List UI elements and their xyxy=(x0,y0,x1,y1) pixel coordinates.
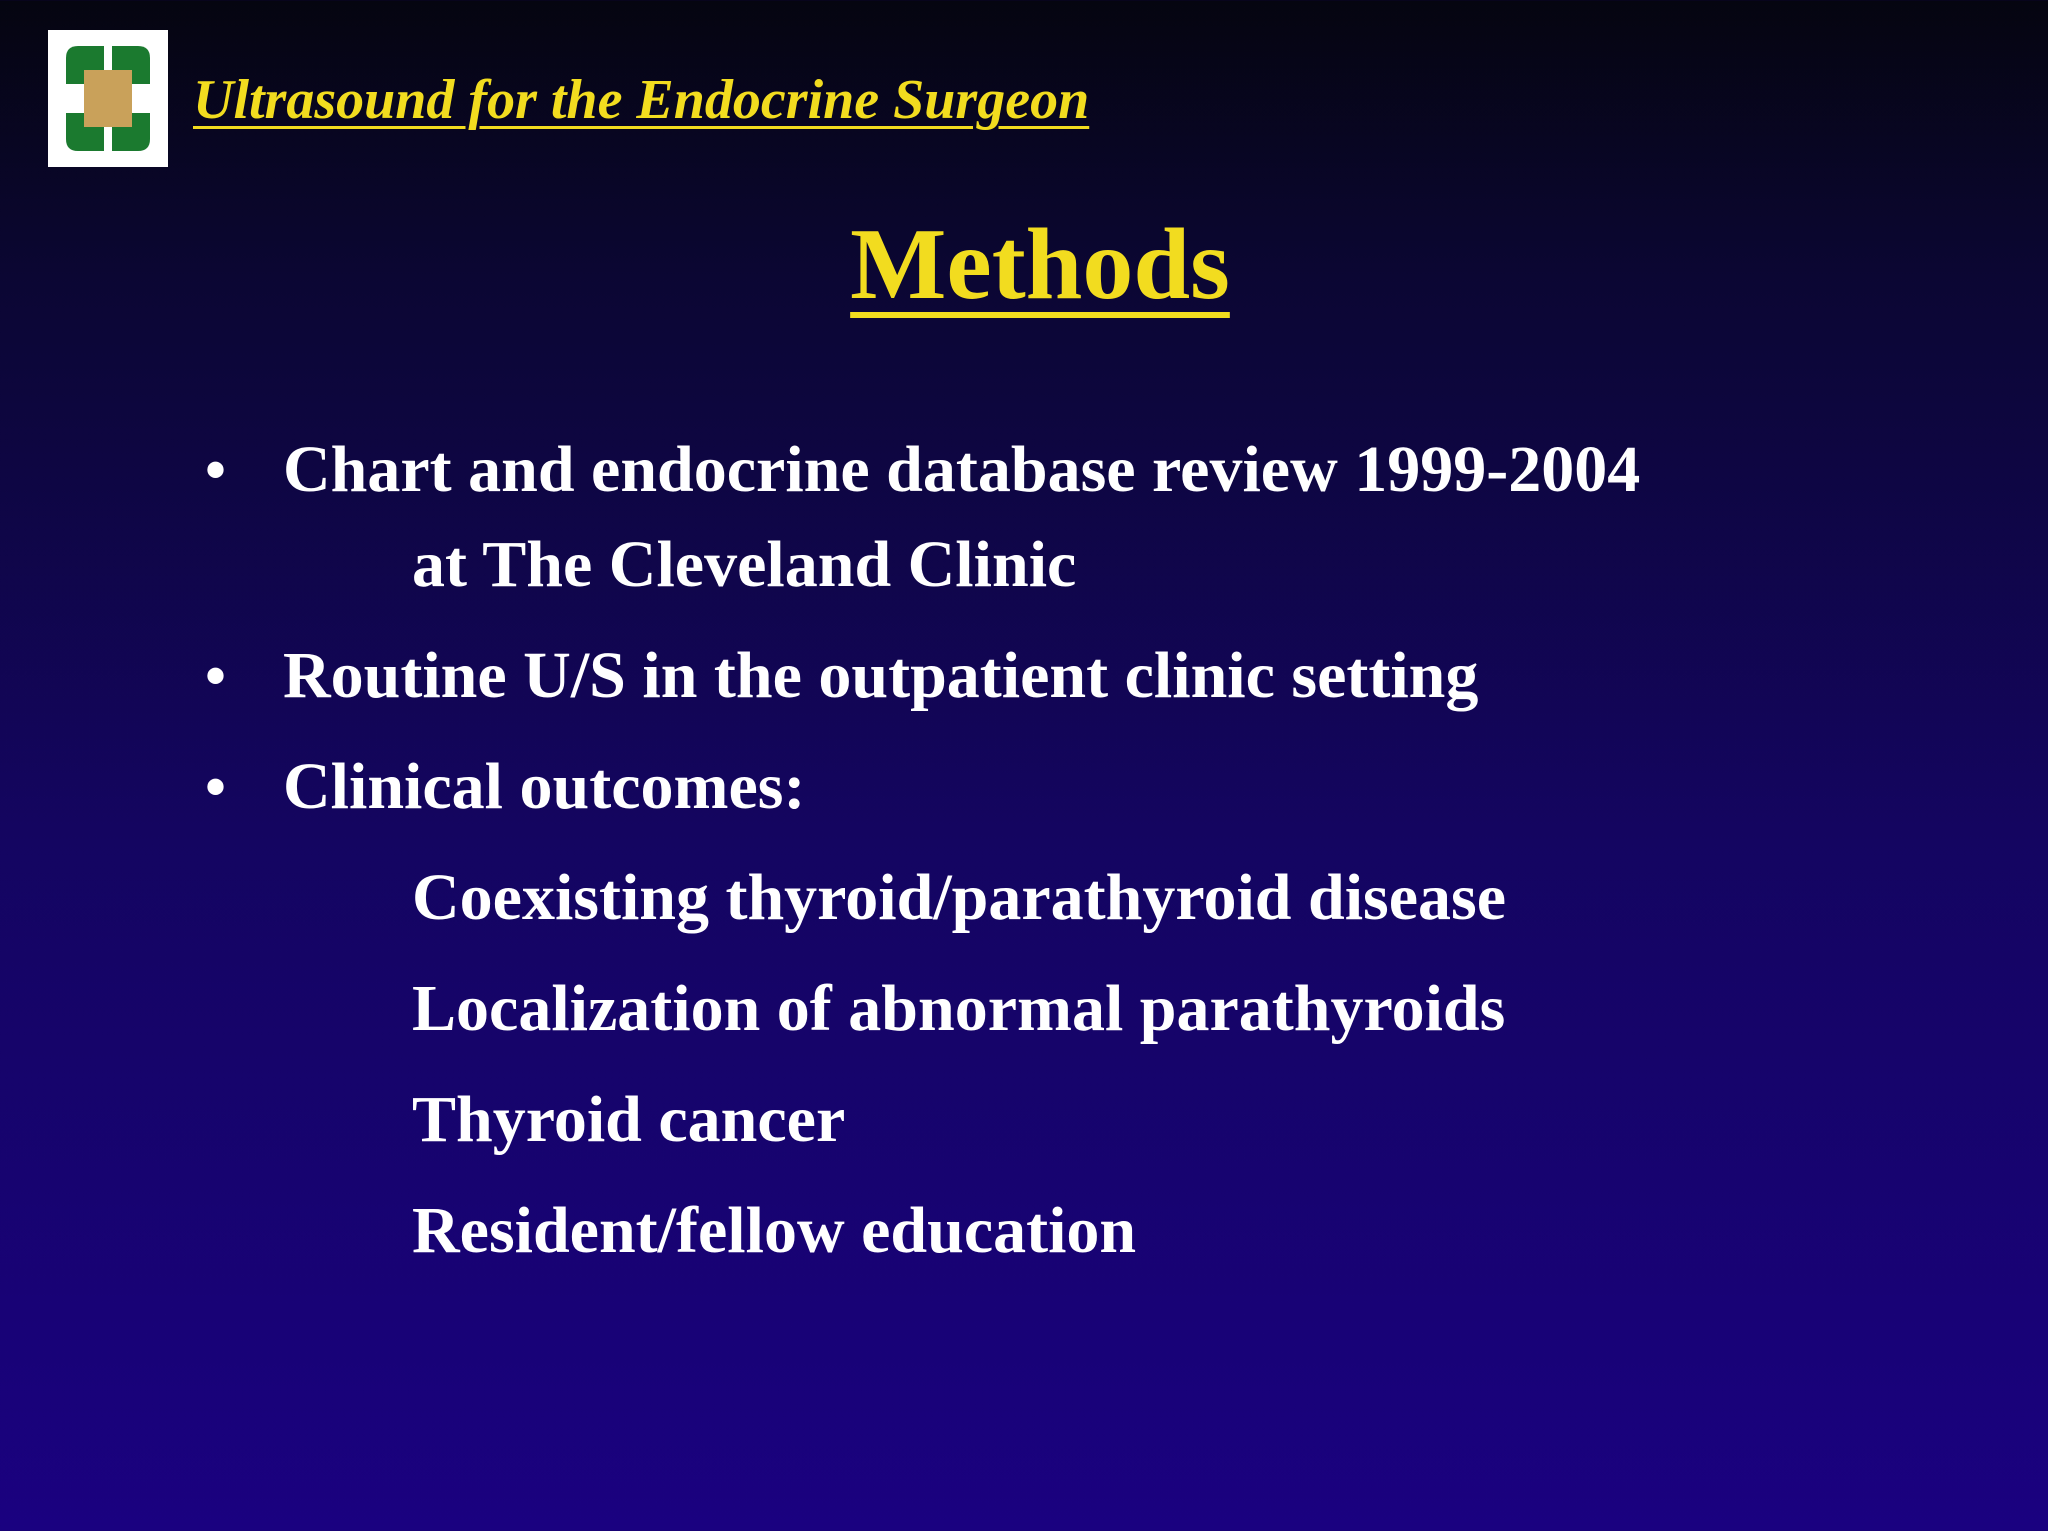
bullet-item-database-review-continuation: at The Cleveland Clinic xyxy=(412,528,1077,601)
subitem-thyroid-cancer: Thyroid cancer xyxy=(412,1083,846,1156)
bullet-marker: • xyxy=(205,643,227,709)
bullet-item-database-review: Chart and endocrine database review 1999-2004 xyxy=(283,433,1641,506)
presentation-header-title: Ultrasound for the Endocrine Surgeon xyxy=(193,69,1090,131)
bullet-item-clinical-outcomes: Clinical outcomes: xyxy=(283,750,806,823)
bullet-marker: • xyxy=(205,754,227,820)
bullet-marker: • xyxy=(205,437,227,503)
cleveland-clinic-logo xyxy=(48,30,168,167)
subitem-coexisting-disease: Coexisting thyroid/parathyroid disease xyxy=(412,861,1506,934)
subitem-localization: Localization of abnormal parathyroids xyxy=(412,972,1506,1045)
cleveland-clinic-logo-icon xyxy=(48,30,168,167)
bullet-item-routine-us: Routine U/S in the outpatient clinic setting xyxy=(283,639,1479,712)
slide-title: Methods xyxy=(850,208,1230,321)
subitem-resident-education: Resident/fellow education xyxy=(412,1194,1137,1267)
